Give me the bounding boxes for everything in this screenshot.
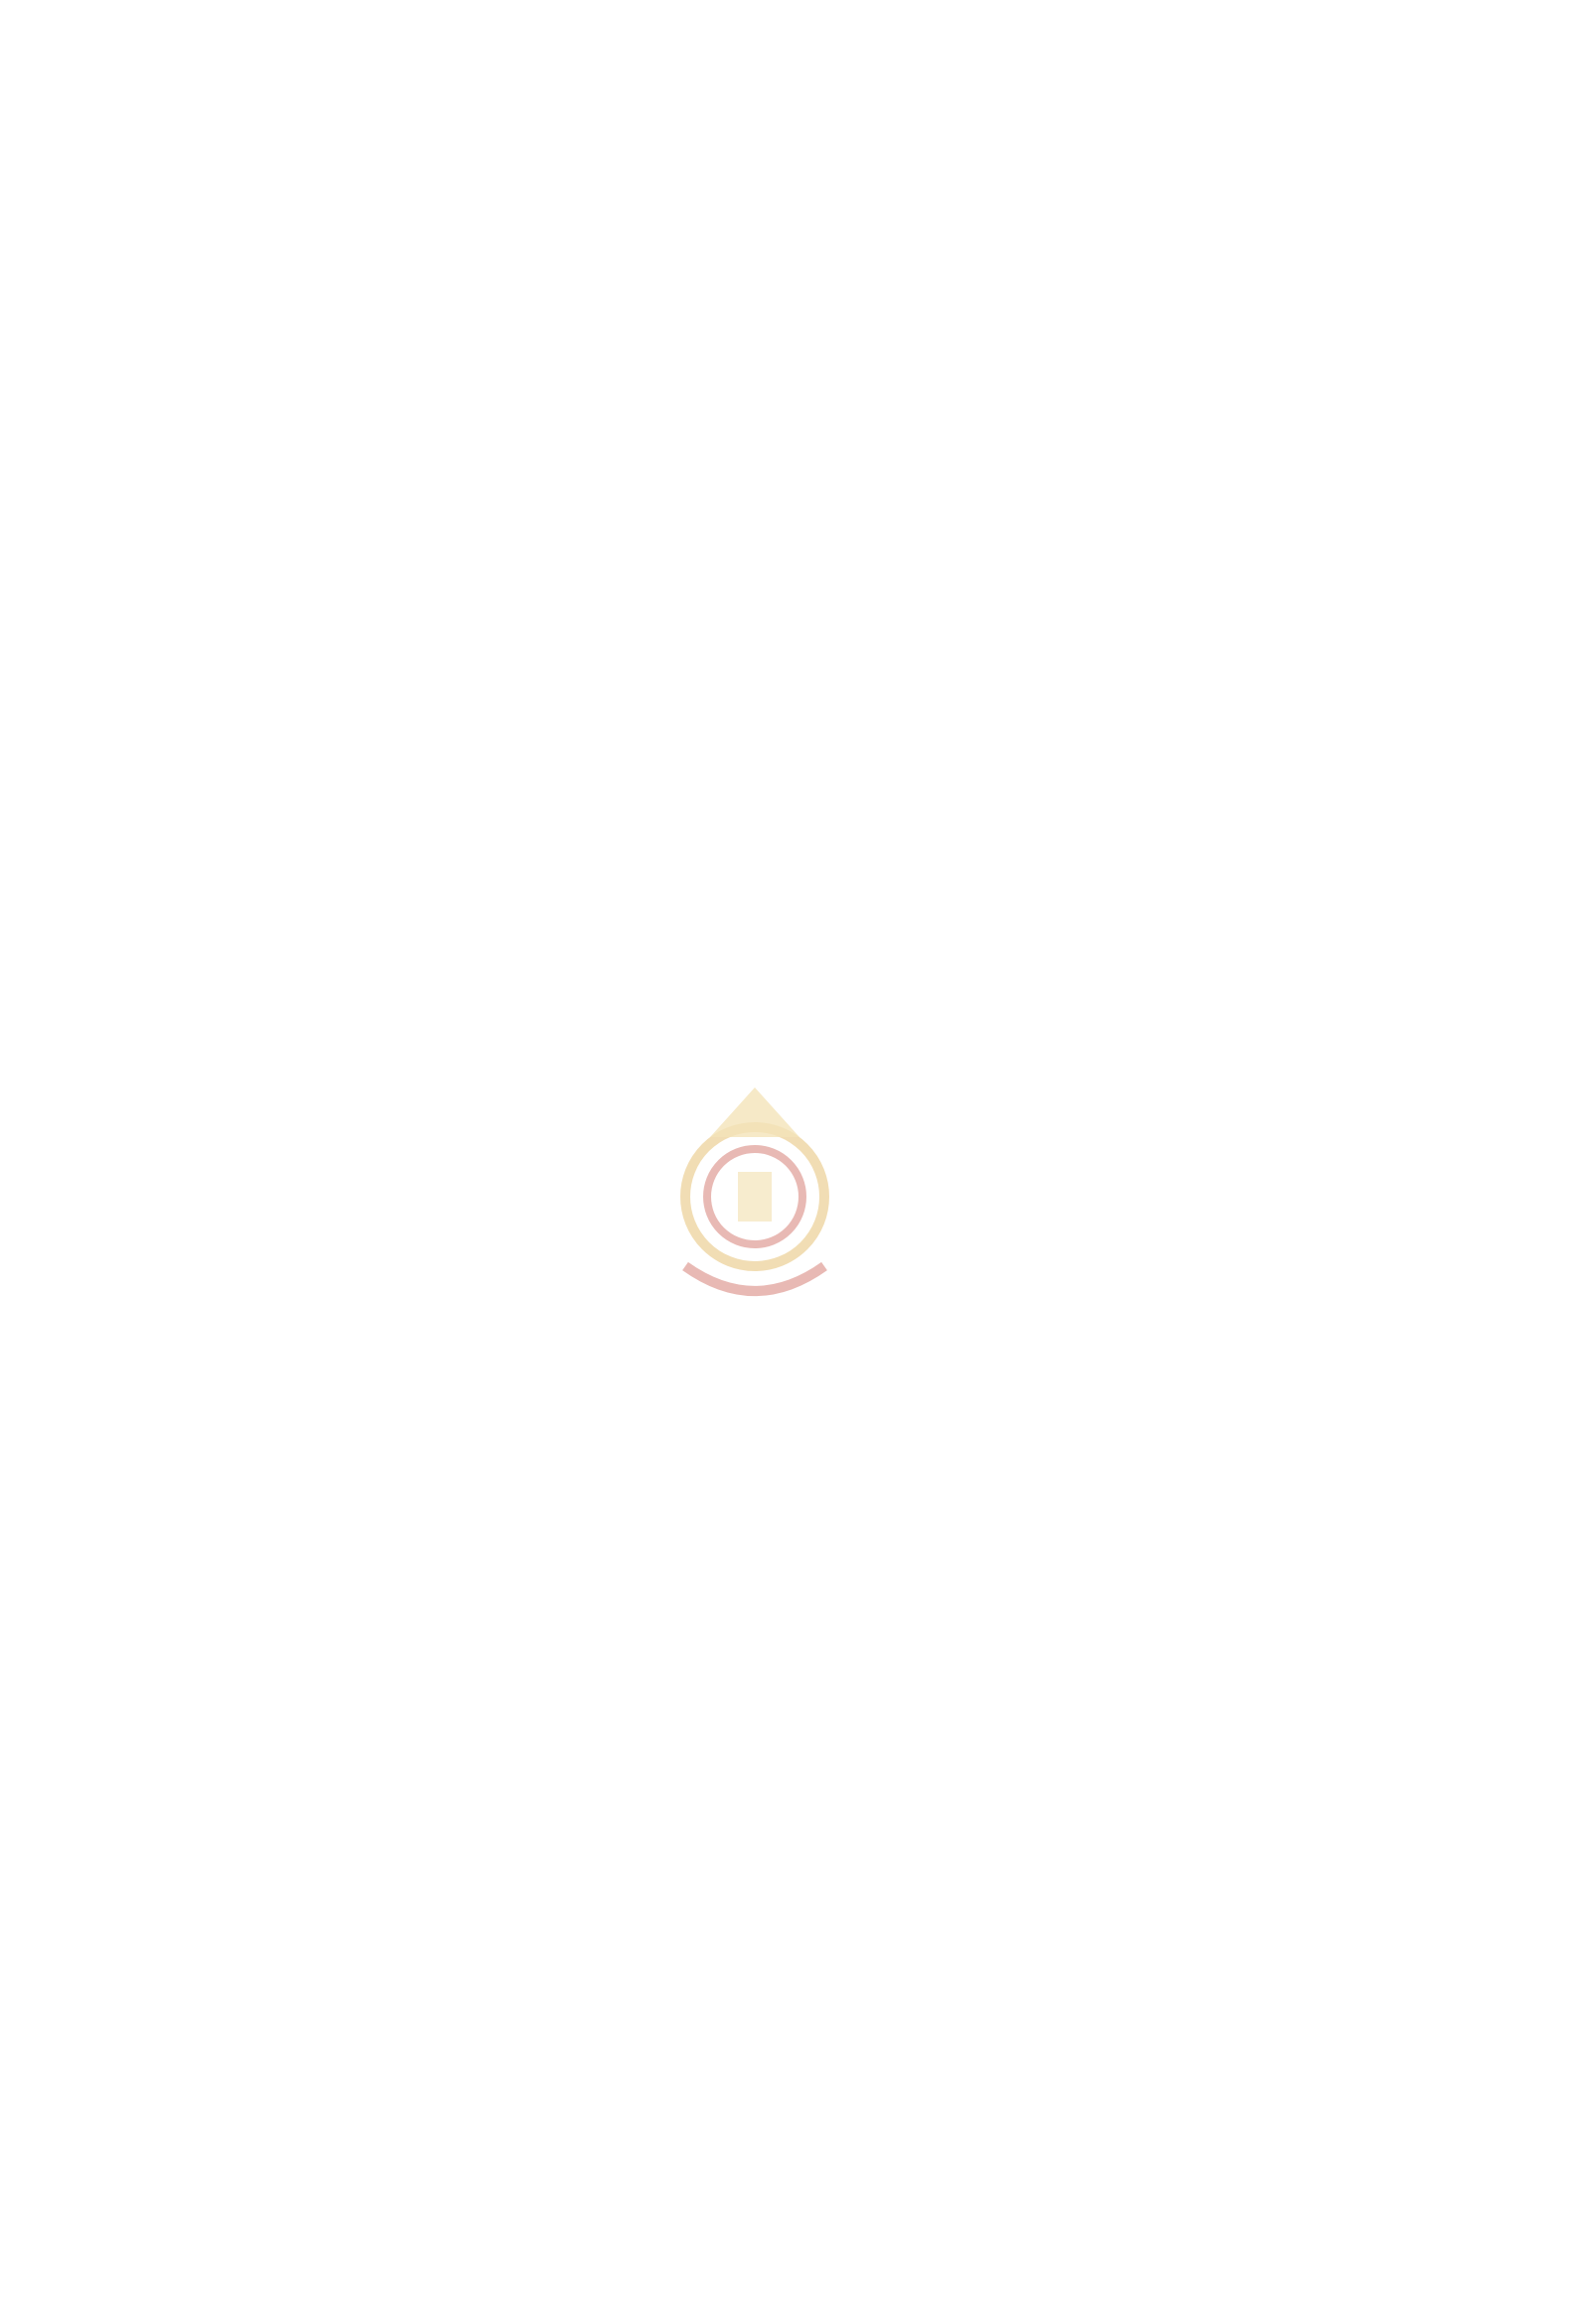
emblem-seal-watermark xyxy=(651,1078,859,1306)
